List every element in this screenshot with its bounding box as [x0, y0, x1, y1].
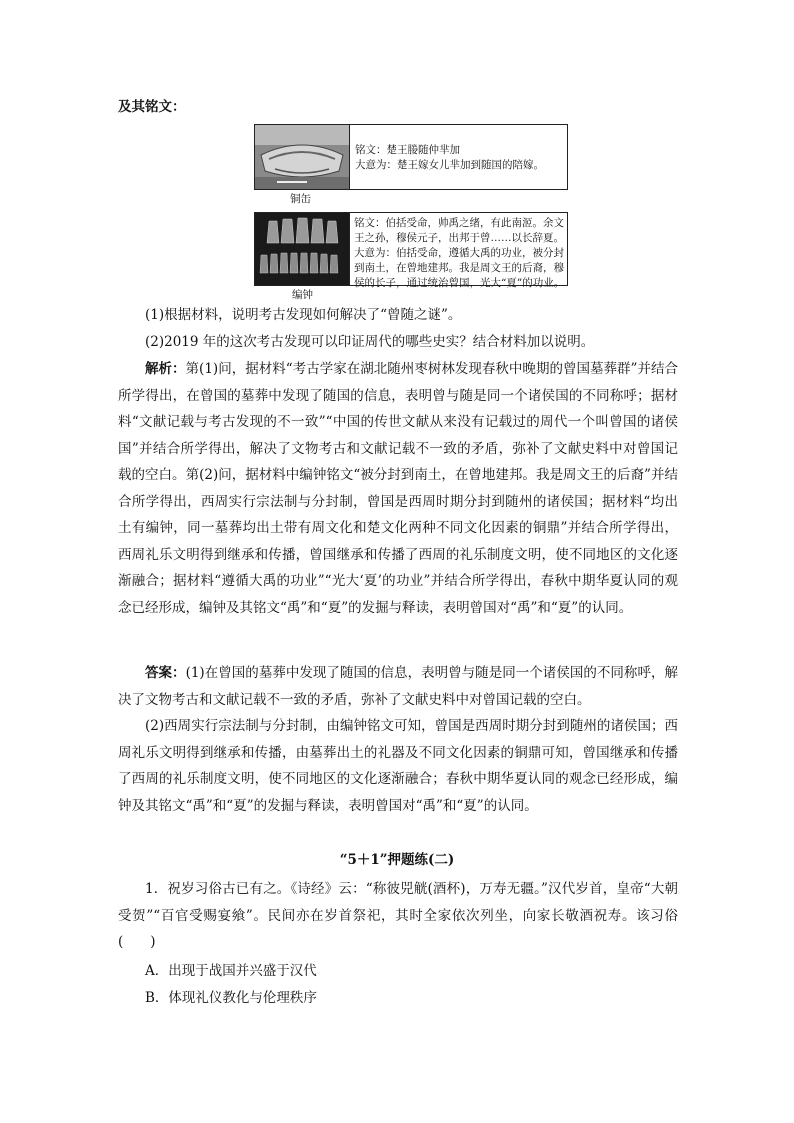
figure1-inscription: 铭文：楚王媵随仲芈加	[355, 144, 460, 156]
bells-image	[255, 213, 349, 285]
figure1-text	[355, 143, 544, 173]
figure2-line-1: 铭文：伯括受命，帅禹之绪，有此南洍。余文	[354, 217, 564, 229]
figure2-line-5: 侯的长子，通过统治曾国，光大“夏”的功业。	[354, 277, 565, 289]
question-1: (1)根据材料，说明考古发现如何解决了“曾随之谜”。	[145, 307, 462, 323]
figure2-text	[354, 216, 564, 291]
figure2-line-2: 王之孙，穆侯元子，出邦于曾……以长辞夏。	[354, 232, 564, 244]
answer-1: (1)在曾国的墓葬中发现了随国的信息，表明曾与随是同一个诸侯国的不同称呼，解决了文物考古和文献记载不一致的矛盾，弥补了文献史料中对曾国记载的空白。	[118, 665, 679, 708]
figure-bells	[254, 212, 568, 289]
option-b: B．体现礼仪教化与伦理秩序	[145, 990, 317, 1006]
figure-bronze-vessel	[254, 124, 568, 190]
answer-2: (2)西周实行宗法制与分封制，由编钟铭文可知，曾国是西周时期分封到随州的诸侯国；西周礼乐文明得到继承和传播，由墓葬出土的礼器及不同文化因素的铜鼎可知，曾国继承和传播了西周的礼乐制度文明，使不同地区的文化逐渐融合；春秋中期华夏认同的观念已经形成，编钟及其铭文“禹”和“夏”的发掘与释读，表明曾国对“禹”和“夏”的认同。	[118, 718, 678, 814]
figure2-line-3: 大意为：伯括受命，遵循大禹的功业，被分封	[354, 247, 564, 259]
figure1-meaning: 大意为：楚王嫁女儿芈加到随国的陪嫁。	[355, 159, 544, 171]
bronze-vessel-photo	[255, 125, 350, 189]
figure1-caption: 铜缶	[290, 193, 311, 205]
intro-line: 及其铭文：	[118, 99, 186, 115]
section-title: “5＋1”押题练(二)	[339, 852, 455, 868]
figure2-caption: 编钟	[292, 289, 313, 301]
analysis-label: 解析：	[145, 361, 186, 377]
analysis-text: 第(1)问，据材料“考古学家在湖北随州枣树林发现春秋中晚期的曾国墓葬群”并结合所学得出，在曾国的墓葬中发现了随国的信息，表明曾与随是同一个诸侯国的不同称呼；据材料“文献记载与考古发现的不一致”“中国的传世文献从来没有记载过的周代一个叫曾国的诸侯国”并结合所学得出，解决了文物考古和文献记载不一致的矛盾，弥补了文献史料中对曾国记载的空白。第(2)问，据材料中编钟铭文“被分封到南土，在曾地建邦。我是周文王的后裔”并结合所学得出，西周实行宗法制与分封制，曾国是西周时期分封到随州的诸侯国；据材料“均出土有编钟，同一墓葬均出土带有周文化和楚文化两种不同文化因素的铜鼎”并结合所学得出，西周礼乐文明得到继承和传播，曾国继承和传播了西周的礼乐制度文明，使不同地区的文化逐渐融合；据材料“遵循大禹的功业”“光大‘夏’的功业”并结合所学得出，春秋中期华夏认同的观念已经形成，编钟及其铭文“禹”和“夏”的发掘与释读，表明曾国对“禹”和“夏”的认同。	[118, 361, 678, 616]
analysis-paragraph	[118, 356, 678, 621]
answer-1-paragraph	[118, 660, 678, 713]
figure2-line-4: 到南土，在曾地建邦。我是周文王的后裔，穆	[354, 262, 564, 274]
bells-photo	[255, 213, 350, 285]
question-2: (2)2019 年的这次考古发现可以印证周代的哪些史实？结合材料加以说明。	[145, 334, 595, 350]
practice-question-1: 1．祝岁习俗古已有之。《诗经》云：“称彼兕觥(酒杯)，万寿无疆。”汉代岁首，皇帝“大朝受贺”“百官受赐宴飨”。民间亦在岁首祭祀，其时全家依次列坐，向家长敬酒祝寿。该习俗( )	[118, 881, 678, 950]
option-a: A．出现于战国并兴盛于汉代	[145, 963, 317, 979]
answer-label: 答案：	[145, 665, 186, 681]
bronze-vessel-image	[255, 125, 349, 189]
